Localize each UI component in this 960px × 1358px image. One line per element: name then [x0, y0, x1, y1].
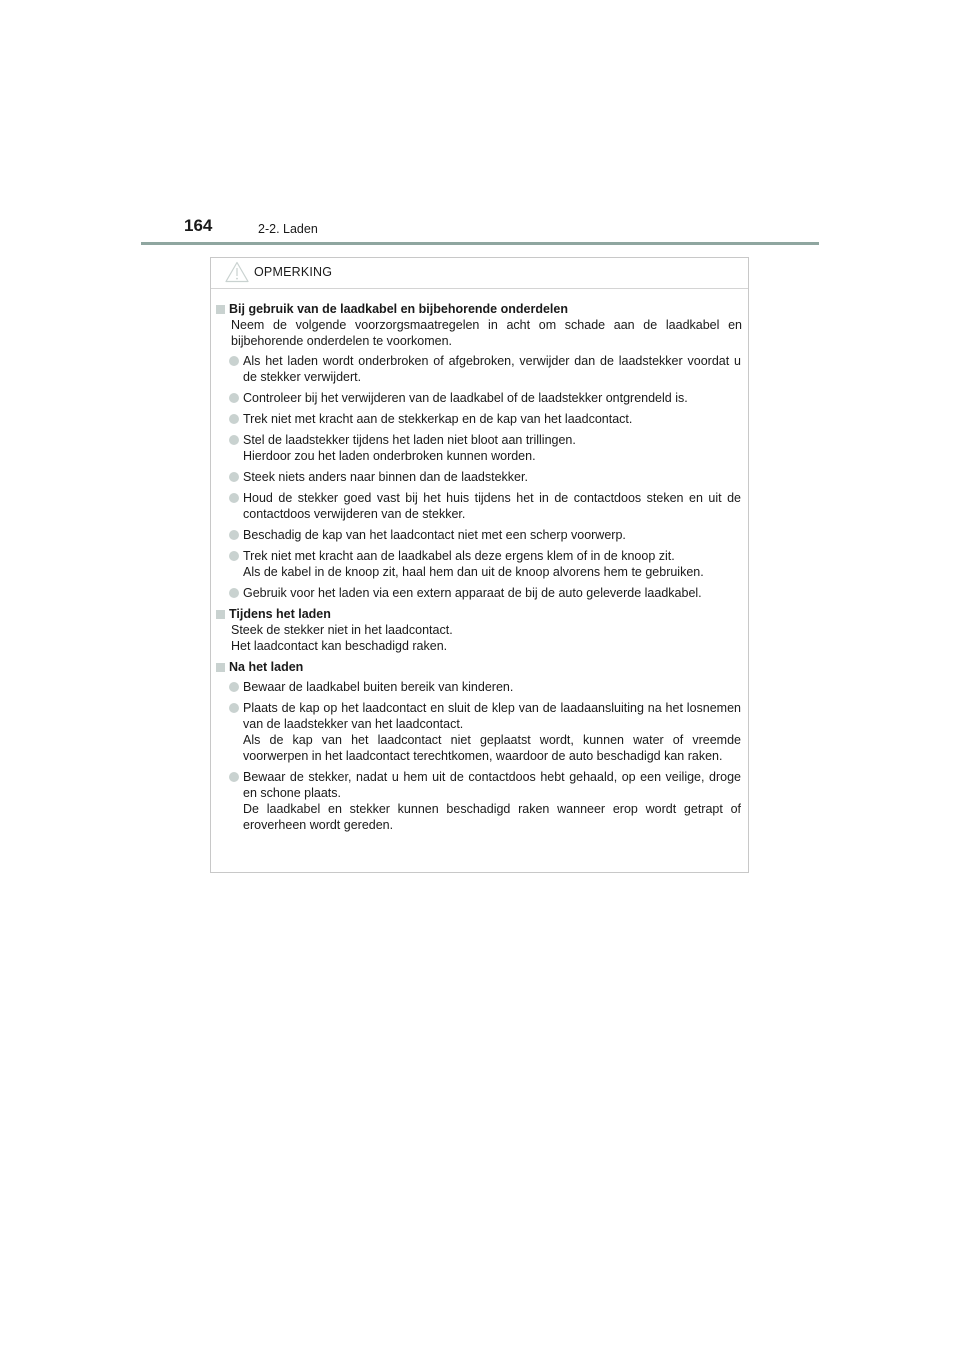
square-bullet-icon: [216, 610, 225, 619]
list-item: [216, 353, 742, 385]
bullet-icon: [229, 588, 239, 598]
list-item-note: Als de kap van het laadcontact niet geplaatst wordt, kunnen water of vreemde voorwerpen in het laadcontact terechtkomen, waardoor de auto beschadigd kan raken.: [243, 733, 741, 763]
page-number: 164: [184, 216, 213, 235]
notice-header: [211, 258, 748, 289]
section-heading: [216, 659, 742, 675]
list-item-text: Beschadig de kap van het laadcontact niet met een scherp voorwerp.: [243, 528, 626, 542]
list-item-text: Controleer bij het verwijderen van de laadkabel of de laadstekker ontgrendeld is.: [243, 391, 688, 405]
list-item: [216, 679, 742, 695]
list-item: [216, 527, 742, 543]
bullet-icon: [229, 356, 239, 366]
section-title: 2-2. Laden: [258, 222, 318, 236]
list-item: [216, 548, 742, 580]
list-item-note: Als de kabel in de knoop zit, haal hem dan uit de knoop alvorens hem te gebruiken.: [243, 565, 704, 579]
section-intro: Neem de volgende voorzorgsmaatregelen in acht om schade aan de laadkabel en bijbehorende onderdelen te voorkomen.: [231, 318, 742, 348]
section-heading-text: Tijdens het laden: [229, 607, 331, 621]
section-cable-usage: [216, 301, 742, 601]
notice-title: OPMERKING: [254, 265, 333, 279]
list-item: [216, 411, 742, 427]
list-item-text: Houd de stekker goed vast bij het huis tijdens het in de contactdoos steken en uit de contactdoos verwijderen van de stekker.: [243, 491, 741, 521]
list-item-text: Trek niet met kracht aan de laadkabel als deze ergens klem of in de knoop zit.: [243, 549, 675, 563]
section-text: Het laadcontact kan beschadigd raken.: [231, 639, 448, 653]
bullet-icon: [229, 682, 239, 692]
list-item-text: Gebruik voor het laden via een extern apparaat de bij de auto geleverde laadkabel.: [243, 586, 702, 600]
square-bullet-icon: [216, 663, 225, 672]
list-item-note: Hierdoor zou het laden onderbroken kunnen worden.: [243, 449, 536, 463]
warning-triangle-icon: [225, 261, 249, 283]
notice-box: [210, 257, 749, 873]
list-item-text: Als het laden wordt onderbroken of afgebroken, verwijder dan de laadstekker voordat u de stekker verwijdert.: [243, 354, 741, 384]
bullet-icon: [229, 772, 239, 782]
square-bullet-icon: [216, 305, 225, 314]
list-item-note: De laadkabel en stekker kunnen beschadigd raken wanneer erop wordt getrapt of eroverheen wordt gereden.: [243, 802, 741, 832]
list-item-text: Stel de laadstekker tijdens het laden niet bloot aan trillingen.: [243, 433, 576, 447]
list-item: [216, 469, 742, 485]
section-after-charging: [216, 659, 742, 833]
list-item-text: Plaats de kap op het laadcontact en sluit de klep van de laadaansluiting na het losnemen van de laadstekker van het laadcontact.: [243, 701, 741, 731]
bullet-icon: [229, 435, 239, 445]
section-heading-text: Bij gebruik van de laadkabel en bijbehorende onderdelen: [229, 302, 568, 316]
section-heading: [216, 606, 742, 622]
list-item-text: Bewaar de laadkabel buiten bereik van kinderen.: [243, 680, 514, 694]
notice-body: [211, 289, 748, 833]
list-item-text: Bewaar de stekker, nadat u hem uit de contactdoos hebt gehaald, op een veilige, droge en schone plaats.: [243, 770, 741, 800]
list-item-text: Steek niets anders naar binnen dan de laadstekker.: [243, 470, 528, 484]
list-item: [216, 585, 742, 601]
bullet-icon: [229, 703, 239, 713]
section-during-charging: [216, 606, 742, 654]
bullet-icon: [229, 493, 239, 503]
section-heading-text: Na het laden: [229, 660, 304, 674]
list-item-text: Trek niet met kracht aan de stekkerkap en de kap van het laadcontact.: [243, 412, 633, 426]
list-item: [216, 490, 742, 522]
bullet-icon: [229, 472, 239, 482]
list-item: [216, 769, 742, 833]
bullet-icon: [229, 414, 239, 424]
bullet-icon: [229, 551, 239, 561]
list-item: [216, 700, 742, 764]
section-text: Steek de stekker niet in het laadcontact.: [231, 623, 453, 637]
list-item: [216, 390, 742, 406]
section-heading: [216, 301, 742, 317]
list-item: [216, 432, 742, 464]
bullet-icon: [229, 393, 239, 403]
bullet-icon: [229, 530, 239, 540]
header-rule: [141, 242, 819, 245]
